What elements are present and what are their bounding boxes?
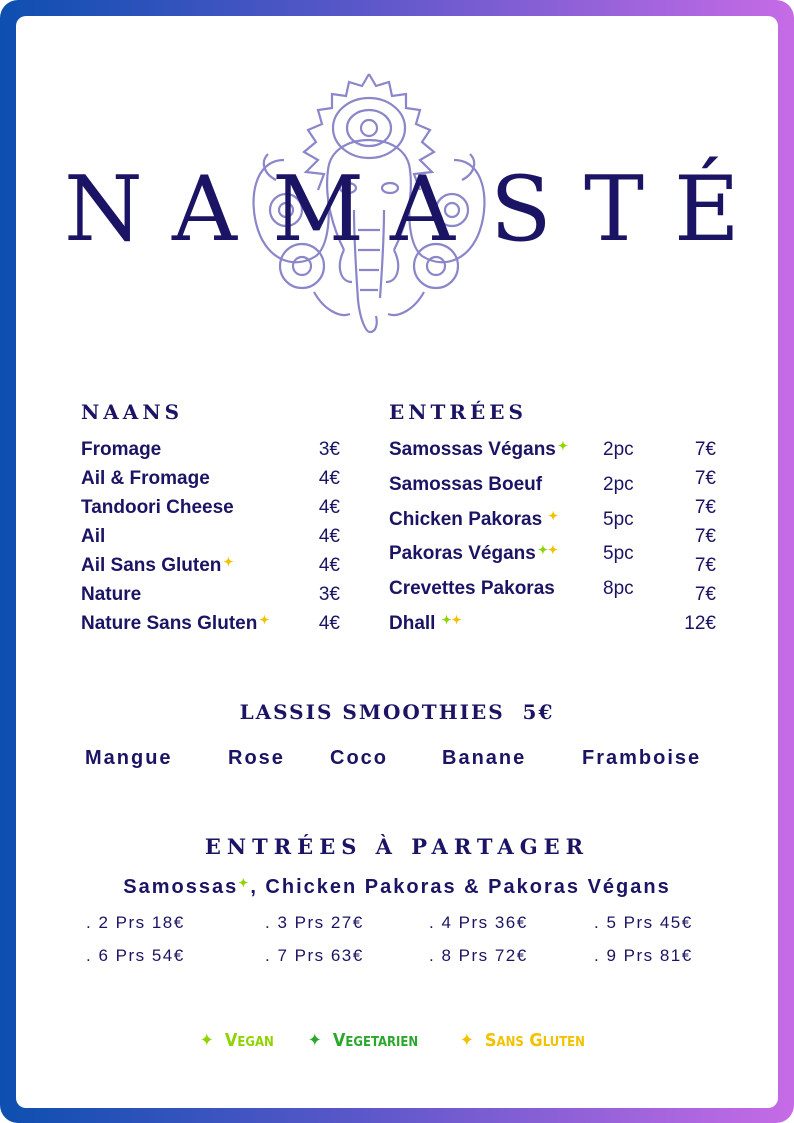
gluten-free-star-icon: ✦: [259, 613, 270, 627]
legend-vegan: [200, 1030, 274, 1051]
entree-item-price: 7€: [694, 584, 716, 605]
title-letter: S: [490, 157, 552, 262]
restaurant-title: [0, 157, 794, 262]
entree-item-qty: 2pc: [603, 474, 634, 495]
naan-item-name: Nature: [81, 584, 142, 605]
vegan-gluten-free-stars-icon: [538, 543, 558, 557]
entree-item-label: Samossas Végans: [389, 439, 556, 460]
lassi-flavor: Rose: [228, 747, 285, 769]
vegan-star-icon: ✦: [557, 439, 568, 453]
share-price: . 6 Prs 54€: [86, 946, 185, 965]
entree-item-qty: 5pc: [603, 543, 634, 564]
naan-item-name: [81, 613, 269, 635]
title-letter: A: [172, 157, 237, 262]
gluten-free-star-icon: ✦: [451, 613, 462, 627]
entree-item-price: 7€: [694, 468, 716, 489]
naan-item-price: 3€: [318, 439, 340, 460]
entree-extra-price: 12€: [684, 613, 716, 634]
vegan-star-icon: ✦: [200, 1030, 214, 1051]
gluten-free-star-icon: ✦: [547, 543, 558, 557]
share-price: . 4 Prs 36€: [429, 913, 528, 932]
entree-item-price: 7€: [694, 439, 716, 460]
naan-item-name: Tandoori Cheese: [81, 497, 234, 518]
gluten-free-star-icon: ✦: [223, 555, 234, 569]
title-letter: T: [584, 157, 645, 262]
legend-vegetarien: [308, 1030, 418, 1051]
naan-item-price: 4€: [318, 497, 340, 518]
naan-item-price: 4€: [318, 613, 340, 634]
gluten-free-star-icon: ✦: [460, 1030, 474, 1051]
entree-item-price: 7€: [694, 526, 716, 547]
title-letter: M: [272, 157, 365, 262]
share-price: . 2 Prs 18€: [86, 913, 185, 932]
entree-item-qty: 5pc: [603, 509, 634, 530]
legend-sans-gluten-label: Sans Gluten: [484, 1030, 585, 1051]
vegan-star-icon: ✦: [537, 543, 548, 557]
entree-item-qty: 2pc: [603, 439, 634, 460]
gluten-free-star-icon: ✦: [548, 509, 559, 523]
vegan-star-icon: ✦: [238, 876, 251, 890]
entrees-heading: ENTRÉES: [389, 400, 527, 424]
share-subtitle-rest: , Chicken Pakoras & Pakoras Végans: [250, 876, 671, 898]
legend-vegetarien-label: Vegetarien: [332, 1030, 419, 1051]
naan-item-name: Ail: [81, 526, 106, 547]
share-heading: ENTRÉES À PARTAGER: [204, 834, 590, 859]
title-letter: N: [64, 157, 143, 262]
naan-item-price: 3€: [318, 584, 340, 605]
vegan-gluten-free-stars-icon: [441, 613, 461, 627]
lassi-flavor: Mangue: [85, 747, 173, 769]
lassis-heading: LASSIS SMOOTHIES 5€: [239, 700, 555, 724]
naan-item-label: Ail Sans Gluten: [81, 555, 222, 576]
entree-item-name: [389, 439, 568, 461]
entree-item-name: [389, 613, 462, 635]
naans-heading: NAANS: [81, 400, 184, 424]
title-letter: É: [674, 157, 740, 262]
entree-item-price: 7€: [694, 555, 716, 576]
entree-item-name: Crevettes Pakoras: [389, 578, 555, 599]
share-price: . 7 Prs 63€: [265, 946, 364, 965]
naan-item-label: Nature Sans Gluten: [81, 613, 258, 634]
lassi-flavor: Banane: [442, 747, 527, 769]
legend-sans-gluten: [460, 1030, 585, 1051]
naan-item-price: 4€: [318, 468, 340, 489]
lassi-flavor: Coco: [330, 747, 388, 769]
vegan-star-icon: ✦: [441, 613, 452, 627]
entree-item-qty: 8pc: [603, 578, 634, 599]
naan-item-name: Fromage: [81, 439, 162, 460]
naan-item-price: 4€: [318, 555, 340, 576]
title-letter: A: [390, 157, 455, 262]
naan-item-name: [81, 555, 233, 577]
legend-vegan-label: Vegan: [224, 1030, 274, 1051]
entree-item-label: Dhall: [389, 613, 436, 634]
naan-item-price: 4€: [318, 526, 340, 547]
share-subtitle: [0, 876, 794, 899]
entree-item-label: Pakoras Végans: [389, 543, 536, 564]
share-price: . 3 Prs 27€: [265, 913, 364, 932]
share-subtitle-item: Samossas: [123, 876, 239, 898]
entree-item-price: 7€: [694, 497, 716, 518]
entree-item-name: [389, 543, 558, 565]
vegetarian-star-icon: ✦: [308, 1030, 322, 1051]
share-price: . 5 Prs 45€: [594, 913, 693, 932]
share-price: . 8 Prs 72€: [429, 946, 528, 965]
lassi-flavor: Framboise: [582, 747, 702, 769]
share-price: . 9 Prs 81€: [594, 946, 693, 965]
entree-item-name: [389, 509, 558, 531]
entree-item-label: Chicken Pakoras: [389, 509, 543, 530]
naan-item-name: Ail & Fromage: [81, 468, 210, 489]
entree-item-name: Samossas Boeuf: [389, 474, 543, 495]
